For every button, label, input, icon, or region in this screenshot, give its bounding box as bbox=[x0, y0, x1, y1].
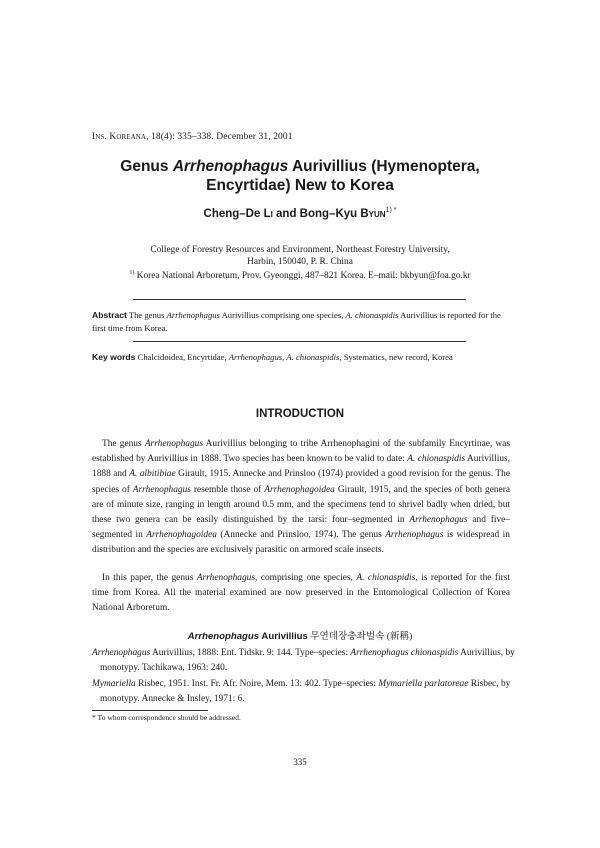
keywords-text: , bbox=[282, 352, 287, 362]
body-text: In this paper, the genus bbox=[102, 573, 197, 583]
taxon-name: Arrhenophagus chionaspidis bbox=[350, 648, 459, 658]
affiliation-line3: Korea National Arboretum, Prov. Gyeonggi, 487–821 Korea. E–mail: bkbyun@foa.go.kr bbox=[136, 271, 471, 282]
taxon-name: Arrhenophagoidea bbox=[264, 484, 335, 495]
genus-name: Arrhenophagus bbox=[187, 631, 260, 642]
body-text: and five–segmented in bbox=[92, 515, 510, 541]
abstract-text: The genus bbox=[126, 310, 167, 320]
paper-title bbox=[60, 157, 540, 195]
title-line2: Encyrtidae) New to Korea bbox=[206, 177, 394, 194]
taxon-name: Arrhenophagus bbox=[144, 439, 203, 449]
keywords bbox=[92, 351, 510, 364]
taxon-name: Mymariella parlatoreae bbox=[378, 679, 469, 689]
body-text: Girault, 1915. Annecke and Prinsloo (1974) provided a good revision for the genus. The species of bbox=[92, 469, 510, 495]
author1-surname: Li bbox=[263, 207, 273, 220]
title-part2: Aurivillius (Hymenoptera, bbox=[288, 158, 480, 175]
body-text: The genus bbox=[102, 439, 145, 449]
keywords-species: A. chionaspidis bbox=[286, 352, 340, 362]
page-number: 335 bbox=[293, 757, 307, 767]
intro-paragraph-1 bbox=[92, 437, 510, 559]
author2-surname: Byun bbox=[360, 207, 386, 220]
keywords-text: , Systematics, new record, Korea bbox=[339, 352, 453, 362]
footnote-divider bbox=[92, 710, 208, 711]
synonymy-text: Risbec, 1951. Inst. Fr. Afr. Noire, Mem. 13: 402. Type–species: bbox=[135, 679, 379, 689]
body-text: (Annecke and Prinsloo, 1974). The genus bbox=[216, 530, 386, 541]
taxon-name: Arrhenophagus bbox=[132, 484, 191, 495]
abstract-text: Aurivillius comprising one species, bbox=[219, 310, 346, 320]
body-text: resemble those of bbox=[190, 484, 265, 495]
author2-given: and Bong–Kyu bbox=[272, 207, 361, 220]
affiliation-line1: College of Forestry Resources and Environment, Northeast Forestry University, bbox=[150, 245, 450, 255]
taxon-name: Arrhenophagoidea bbox=[146, 530, 217, 541]
taxon-name: Arrhenophagus bbox=[92, 648, 151, 658]
author-line bbox=[60, 207, 540, 220]
affiliation-line2: Harbin, 150040, P. R. China bbox=[247, 256, 353, 267]
affiliations bbox=[60, 245, 540, 283]
title-genus: Arrhenophagus bbox=[172, 158, 289, 175]
synonymy-entry bbox=[92, 646, 518, 676]
abstract bbox=[92, 309, 510, 335]
body-text: Aurivillius belonging to tribe Arrhenophagini of the subfamily Encyrtinae, was established by Aurivillius in 1888. Two species has been known to be valid to date: bbox=[92, 439, 510, 465]
journal-abbr: Ins. Koreana bbox=[92, 132, 147, 142]
keywords-text: Chalcidoidea, Encyrtidae, bbox=[135, 352, 229, 362]
divider-bottom bbox=[133, 341, 466, 342]
synonymy-entry bbox=[92, 677, 518, 707]
genus-author: Aurivillius bbox=[259, 631, 308, 642]
divider-top bbox=[133, 299, 466, 300]
author1-given: Cheng–De bbox=[203, 207, 264, 220]
journal-volume-pages: , 18(4): 335–338. December 31, 2001 bbox=[146, 132, 293, 142]
taxon-name: A. albitibiae bbox=[129, 469, 176, 480]
synonymy-text: Risbec, by monotypy. Annecke & Insley, 1971: 6. bbox=[100, 679, 511, 705]
taxon-name: A. chionaspidis bbox=[356, 573, 416, 583]
body-text: Aurivillius, 1888 and bbox=[92, 454, 511, 480]
abstract-label: Abstract bbox=[92, 310, 127, 320]
section-heading: INTRODUCTION bbox=[255, 408, 345, 420]
taxon-name: A. chionaspidis bbox=[407, 454, 466, 465]
genus-korean-name: 무연데장충좌벌속 (新稱) bbox=[307, 631, 413, 642]
body-text: is widespread in distribution and the species are exclusively parasitic on armored scale insects. bbox=[92, 530, 510, 556]
footnote: * To whom correspondence should be addressed. bbox=[92, 713, 241, 722]
body-text: , comprising one species, bbox=[255, 573, 357, 583]
keywords-label: Key words bbox=[92, 352, 136, 362]
taxon-name: Arrhenophagus bbox=[385, 530, 444, 541]
genus-heading bbox=[60, 628, 540, 642]
abstract-text: Aurivillius is reported for the first time from Korea. bbox=[92, 310, 501, 333]
title-part1: Genus bbox=[120, 158, 173, 175]
affiliation-mark: 1) bbox=[129, 270, 135, 276]
body-text: Girault, 1915, and the species of both genera are of minute size, ranging in length around 0.5 mm, and the specimens tend to shrivel badly when dried, but these two genera can be easily distinguished by the tarsi: four–segmented in bbox=[92, 484, 511, 526]
author-marks: 1) * bbox=[385, 207, 397, 214]
body-text: , is reported for the first time from Korea. All the material examined are now preserved in the Entomological Collection of Korea National Arboretum. bbox=[92, 573, 511, 614]
abstract-species: A. chionaspidis bbox=[345, 310, 399, 320]
keywords-genus: Arrhenophagus bbox=[228, 352, 283, 362]
taxon-name: Mymariella bbox=[92, 679, 136, 689]
synonymy-text: Aurivillius, 1888: Ent. Tidskr. 9: 144. Type–species: bbox=[150, 648, 351, 658]
synonymy-text: Aurivillius, by monotypy. Tachikawa, 1963: 240. bbox=[100, 648, 515, 674]
intro-paragraph-2 bbox=[92, 571, 510, 617]
abstract-genus: Arrhenophagus bbox=[166, 310, 220, 320]
taxon-name: Arrhenophagus bbox=[196, 573, 255, 583]
taxon-name: Arrhenophagus bbox=[409, 515, 468, 526]
journal-citation bbox=[92, 132, 293, 142]
